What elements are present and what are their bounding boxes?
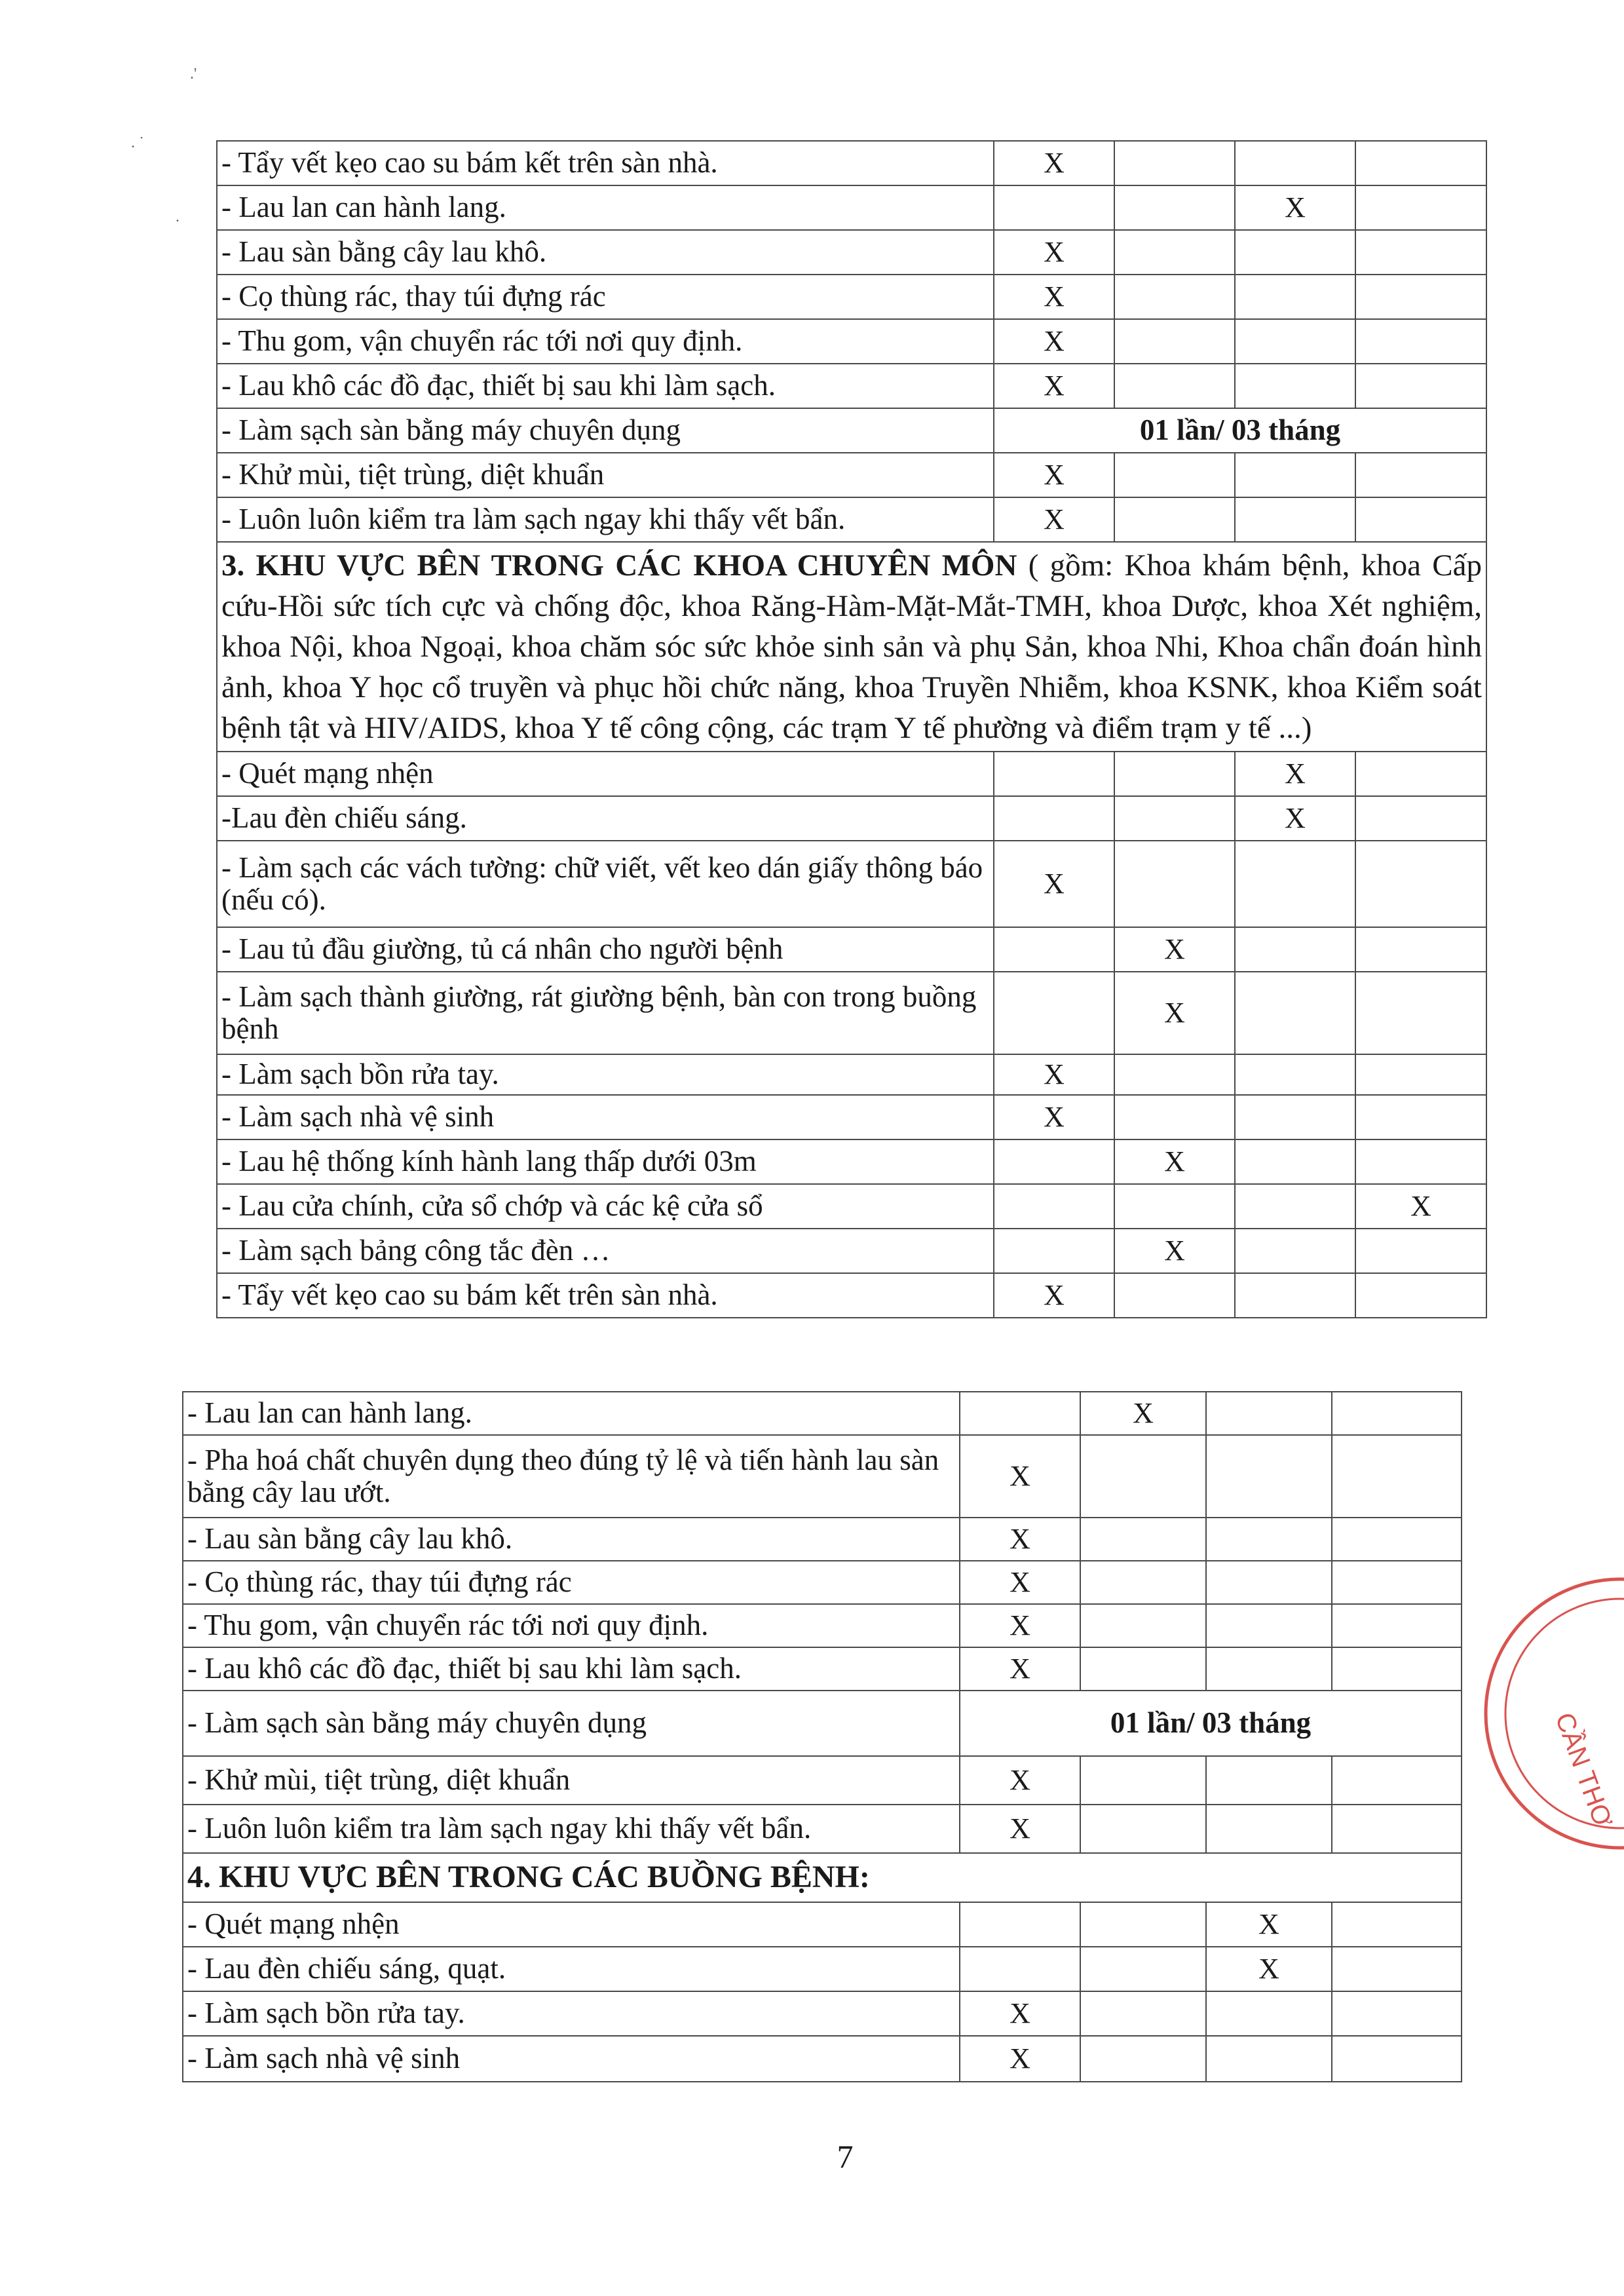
table-row xyxy=(217,319,1486,364)
task-cell: - Làm sạch bồn rửa tay. xyxy=(217,1054,994,1095)
frequency-mark-cell xyxy=(1080,1518,1206,1561)
frequency-mark-cell xyxy=(1332,1604,1462,1647)
table-row xyxy=(217,796,1486,841)
task-cell: - Lau đèn chiếu sáng, quạt. xyxy=(183,1947,960,1991)
frequency-mark-cell xyxy=(1114,230,1235,275)
frequency-mark-cell xyxy=(1114,796,1235,841)
table-row xyxy=(183,1691,1462,1756)
frequency-mark-cell xyxy=(1355,752,1486,796)
frequency-mark-cell xyxy=(1355,453,1486,497)
frequency-mark-cell: X xyxy=(994,497,1114,542)
frequency-mark-cell xyxy=(1206,1756,1332,1805)
table-row xyxy=(217,408,1486,453)
frequency-mark-cell xyxy=(1235,141,1355,185)
frequency-mark-cell xyxy=(1206,1604,1332,1647)
task-cell: - Làm sạch bảng công tắc đèn … xyxy=(217,1229,994,1273)
table-row xyxy=(217,752,1486,796)
frequency-mark-cell xyxy=(1355,185,1486,230)
frequency-mark-cell xyxy=(1206,1647,1332,1691)
task-cell: - Lau hệ thống kính hành lang thấp dưới 03m xyxy=(217,1139,994,1184)
frequency-mark-cell xyxy=(994,927,1114,972)
task-cell: - Lau sàn bằng cây lau khô. xyxy=(183,1518,960,1561)
cleaning-table-1 xyxy=(216,140,1487,1318)
frequency-mark-cell xyxy=(960,1902,1080,1947)
frequency-mark-cell: X xyxy=(994,275,1114,319)
task-cell: - Tẩy vết kẹo cao su bám kết trên sàn nhà. xyxy=(217,1273,994,1318)
frequency-mark-cell: X xyxy=(994,1273,1114,1318)
frequency-mark-cell xyxy=(960,1947,1080,1991)
table-row xyxy=(183,1805,1462,1853)
frequency-mark-cell xyxy=(1235,1095,1355,1139)
table-row xyxy=(183,1604,1462,1647)
scan-speck: . xyxy=(176,208,179,225)
frequency-mark-cell xyxy=(1206,1518,1332,1561)
frequency-mark-cell xyxy=(1235,972,1355,1054)
frequency-mark-cell: X xyxy=(994,1095,1114,1139)
frequency-mark-cell xyxy=(994,1184,1114,1229)
frequency-mark-cell xyxy=(1235,1054,1355,1095)
frequency-mark-cell xyxy=(1114,364,1235,408)
frequency-mark-cell: X xyxy=(994,141,1114,185)
frequency-mark-cell xyxy=(1355,497,1486,542)
frequency-mark-cell xyxy=(1114,752,1235,796)
frequency-mark-cell xyxy=(1235,1273,1355,1318)
task-cell: - Lau tủ đầu giường, tủ cá nhân cho người bệnh xyxy=(217,927,994,972)
frequency-mark-cell xyxy=(1114,841,1235,927)
frequency-mark-cell: X xyxy=(960,1561,1080,1604)
table-row xyxy=(217,1095,1486,1139)
frequency-mark-cell xyxy=(1114,1054,1235,1095)
table-row xyxy=(183,1947,1462,1991)
frequency-mark-cell xyxy=(994,796,1114,841)
frequency-mark-cell xyxy=(1355,796,1486,841)
frequency-mark-cell: X xyxy=(994,1054,1114,1095)
table-row xyxy=(183,2036,1462,2082)
table-row xyxy=(217,141,1486,185)
task-cell: - Thu gom, vận chuyển rác tới nơi quy định. xyxy=(183,1604,960,1647)
task-cell: - Luôn luôn kiểm tra làm sạch ngay khi thấy vết bẩn. xyxy=(183,1805,960,1853)
task-cell: - Lau cửa chính, cửa sổ chớp và các kệ cửa sổ xyxy=(217,1184,994,1229)
task-cell: - Lau khô các đồ đạc, thiết bị sau khi làm sạch. xyxy=(217,364,994,408)
frequency-mark-cell xyxy=(1235,497,1355,542)
table-row xyxy=(217,841,1486,927)
table-row xyxy=(183,1902,1462,1947)
frequency-mark-cell: X xyxy=(1114,927,1235,972)
frequency-mark-cell xyxy=(1332,1947,1462,1991)
frequency-mark-cell xyxy=(1332,1647,1462,1691)
table-row xyxy=(217,275,1486,319)
frequency-mark-cell: X xyxy=(1114,1139,1235,1184)
table-row xyxy=(217,1273,1486,1318)
frequency-mark-cell xyxy=(1080,1435,1206,1518)
frequency-mark-cell xyxy=(1355,141,1486,185)
task-cell: - Quét mạng nhện xyxy=(217,752,994,796)
section-4-title: 4. KHU VỰC BÊN TRONG CÁC BUỒNG BỆNH: xyxy=(183,1853,1462,1902)
stamp-seal-icon xyxy=(1466,1573,1624,1854)
frequency-mark-cell xyxy=(1114,1184,1235,1229)
frequency-mark-cell xyxy=(1235,364,1355,408)
frequency-mark-cell xyxy=(994,752,1114,796)
task-cell: -Lau đèn chiếu sáng. xyxy=(217,796,994,841)
task-cell: - Pha hoá chất chuyên dụng theo đúng tỷ lệ và tiến hành lau sàn bằng cây lau ướt. xyxy=(183,1435,960,1518)
frequency-mark-cell xyxy=(1235,927,1355,972)
frequency-mark-cell xyxy=(1235,453,1355,497)
frequency-mark-cell xyxy=(1332,1561,1462,1604)
frequency-mark-cell xyxy=(1206,1392,1332,1435)
table-row xyxy=(183,1991,1462,2036)
task-cell: - Lau khô các đồ đạc, thiết bị sau khi làm sạch. xyxy=(183,1647,960,1691)
frequency-mark-cell: X xyxy=(1114,972,1235,1054)
frequency-mark-cell xyxy=(1355,1229,1486,1273)
frequency-mark-cell xyxy=(1235,1139,1355,1184)
frequency-mark-cell xyxy=(1080,1561,1206,1604)
page-number: 7 xyxy=(837,2138,854,2175)
frequency-mark-cell: X xyxy=(960,1647,1080,1691)
frequency-mark-cell xyxy=(1235,230,1355,275)
table-row xyxy=(217,1229,1486,1273)
frequency-mark-cell xyxy=(994,1139,1114,1184)
task-cell: - Lau lan can hành lang. xyxy=(217,185,994,230)
table-row xyxy=(217,364,1486,408)
table-row xyxy=(217,453,1486,497)
frequency-mark-cell: X xyxy=(1355,1184,1486,1229)
task-cell: - Quét mạng nhện xyxy=(183,1902,960,1947)
frequency-mark-cell: X xyxy=(994,453,1114,497)
task-cell: - Cọ thùng rác, thay túi đựng rác xyxy=(183,1561,960,1604)
frequency-mark-cell xyxy=(994,185,1114,230)
table-row xyxy=(217,1139,1486,1184)
frequency-mark-cell xyxy=(1114,275,1235,319)
section-3-title: 3. KHU VỰC BÊN TRONG CÁC KHOA CHUYÊN MÔN xyxy=(221,548,1017,583)
frequency-mark-cell xyxy=(1355,364,1486,408)
section-3-detail: ( gồm: Khoa khám bệnh, khoa Cấp cứu-Hồi sức tích cực và chống độc, khoa Răng-Hàm-Mặt-Mắt-TMH, khoa Dược, khoa Xét nghiệm, khoa Nội, khoa Ngoại, khoa chăm sóc sức khỏe sinh sản và phụ Sản, khoa Nhi, Khoa chẩn đoán hình ảnh, khoa Y học cổ truyền và phục hồi chức năng, khoa Truyền Nhiễm, khoa KSNK, khoa Kiểm soát bệnh tật và HIV/AIDS, khoa Y tế công cộng, các trạm Y tế phường và điểm trạm y tế ...) xyxy=(221,548,1482,746)
task-cell: - Cọ thùng rác, thay túi đựng rác xyxy=(217,275,994,319)
frequency-mark-cell: X xyxy=(960,2036,1080,2082)
table-row xyxy=(217,185,1486,230)
task-cell: - Làm sạch sàn bằng máy chuyên dụng xyxy=(217,408,994,453)
table-row xyxy=(217,497,1486,542)
frequency-mark-cell xyxy=(1332,1392,1462,1435)
table-row xyxy=(217,972,1486,1054)
frequency-mark-cell xyxy=(994,1229,1114,1273)
table-row xyxy=(183,1518,1462,1561)
frequency-mark-cell xyxy=(1080,1902,1206,1947)
section-3-row xyxy=(217,542,1486,752)
task-cell: - Làm sạch nhà vệ sinh xyxy=(183,2036,960,2082)
frequency-mark-cell xyxy=(1332,1805,1462,1853)
frequency-mark-cell xyxy=(1355,927,1486,972)
frequency-mark-cell xyxy=(1235,1184,1355,1229)
frequency-mark-cell xyxy=(1355,319,1486,364)
frequency-mark-cell: X xyxy=(960,1435,1080,1518)
frequency-mark-cell: X xyxy=(960,1518,1080,1561)
frequency-mark-cell xyxy=(1114,453,1235,497)
frequency-mark-cell xyxy=(1332,1902,1462,1947)
task-cell: - Làm sạch sàn bằng máy chuyên dụng xyxy=(183,1691,960,1756)
frequency-mark-cell xyxy=(1114,185,1235,230)
frequency-mark-cell xyxy=(1114,497,1235,542)
frequency-mark-cell: X xyxy=(1235,185,1355,230)
frequency-mark-cell: X xyxy=(960,1604,1080,1647)
frequency-mark-cell xyxy=(1114,1273,1235,1318)
table-row xyxy=(183,1435,1462,1518)
scan-speck: .' xyxy=(190,66,197,83)
frequency-mark-cell xyxy=(1080,1991,1206,2036)
frequency-mark-cell xyxy=(1355,230,1486,275)
table-row xyxy=(217,1054,1486,1095)
svg-text:CẦN THƠ: CẦN THƠ xyxy=(1549,1709,1618,1831)
frequency-mark-cell xyxy=(1355,1139,1486,1184)
frequency-mark-cell xyxy=(1355,1095,1486,1139)
task-cell: - Làm sạch thành giường, rát giường bệnh, bàn con trong buồng bệnh xyxy=(217,972,994,1054)
cleaning-table-2 xyxy=(182,1391,1462,2082)
task-cell: - Làm sạch các vách tường: chữ viết, vết keo dán giấy thông báo (nếu có). xyxy=(217,841,994,927)
frequency-mark-cell xyxy=(1080,1805,1206,1853)
frequency-mark-cell: X xyxy=(1114,1229,1235,1273)
frequency-cell: 01 lần/ 03 tháng xyxy=(994,408,1486,453)
task-cell: - Làm sạch bồn rửa tay. xyxy=(183,1991,960,2036)
frequency-mark-cell xyxy=(1080,2036,1206,2082)
frequency-mark-cell xyxy=(1235,1229,1355,1273)
task-cell: - Làm sạch nhà vệ sinh xyxy=(217,1095,994,1139)
frequency-mark-cell xyxy=(1332,1518,1462,1561)
frequency-mark-cell xyxy=(1080,1947,1206,1991)
frequency-mark-cell xyxy=(994,972,1114,1054)
task-cell: - Tẩy vết kẹo cao su bám kết trên sàn nhà. xyxy=(217,141,994,185)
frequency-mark-cell xyxy=(1206,2036,1332,2082)
frequency-mark-cell xyxy=(1235,319,1355,364)
frequency-mark-cell xyxy=(1332,1756,1462,1805)
frequency-mark-cell xyxy=(1206,1435,1332,1518)
frequency-mark-cell xyxy=(1114,319,1235,364)
frequency-mark-cell: X xyxy=(994,364,1114,408)
frequency-mark-cell xyxy=(1206,1561,1332,1604)
task-cell: - Khử mùi, tiệt trùng, diệt khuẩn xyxy=(183,1756,960,1805)
frequency-mark-cell: X xyxy=(1206,1902,1332,1947)
frequency-mark-cell xyxy=(1355,1273,1486,1318)
frequency-mark-cell xyxy=(1355,841,1486,927)
frequency-cell: 01 lần/ 03 tháng xyxy=(960,1691,1462,1756)
red-stamp xyxy=(1466,1573,1624,1854)
frequency-mark-cell: X xyxy=(1235,796,1355,841)
table-row xyxy=(183,1647,1462,1691)
task-cell: - Lau sàn bằng cây lau khô. xyxy=(217,230,994,275)
section-3-heading xyxy=(217,542,1486,752)
frequency-mark-cell xyxy=(1235,275,1355,319)
frequency-mark-cell: X xyxy=(960,1991,1080,2036)
table-row xyxy=(217,1184,1486,1229)
task-cell: - Thu gom, vận chuyển rác tới nơi quy định. xyxy=(217,319,994,364)
frequency-mark-cell xyxy=(1355,275,1486,319)
frequency-mark-cell xyxy=(1080,1604,1206,1647)
task-cell: - Lau lan can hành lang. xyxy=(183,1392,960,1435)
frequency-mark-cell xyxy=(960,1392,1080,1435)
frequency-mark-cell: X xyxy=(960,1756,1080,1805)
scan-speck: . ˙ xyxy=(131,134,144,151)
frequency-mark-cell: X xyxy=(1206,1947,1332,1991)
frequency-mark-cell: X xyxy=(994,230,1114,275)
frequency-mark-cell xyxy=(1355,972,1486,1054)
frequency-mark-cell: X xyxy=(1235,752,1355,796)
frequency-mark-cell xyxy=(1235,841,1355,927)
frequency-mark-cell: X xyxy=(960,1805,1080,1853)
table-row xyxy=(183,1561,1462,1604)
table-row xyxy=(217,230,1486,275)
frequency-mark-cell xyxy=(1080,1756,1206,1805)
frequency-mark-cell xyxy=(1114,1095,1235,1139)
frequency-mark-cell: X xyxy=(1080,1392,1206,1435)
frequency-mark-cell: X xyxy=(994,841,1114,927)
frequency-mark-cell xyxy=(1332,1435,1462,1518)
table-row xyxy=(217,927,1486,972)
frequency-mark-cell xyxy=(1080,1647,1206,1691)
table-row xyxy=(183,1756,1462,1805)
task-cell: - Khử mùi, tiệt trùng, diệt khuẩn xyxy=(217,453,994,497)
frequency-mark-cell xyxy=(1332,2036,1462,2082)
frequency-mark-cell xyxy=(1332,1991,1462,2036)
section-4-row xyxy=(183,1853,1462,1902)
frequency-mark-cell xyxy=(1206,1991,1332,2036)
frequency-mark-cell xyxy=(1114,141,1235,185)
frequency-mark-cell xyxy=(1206,1805,1332,1853)
table-row xyxy=(183,1392,1462,1435)
task-cell: - Luôn luôn kiểm tra làm sạch ngay khi thấy vết bẩn. xyxy=(217,497,994,542)
frequency-mark-cell: X xyxy=(994,319,1114,364)
frequency-mark-cell xyxy=(1355,1054,1486,1095)
